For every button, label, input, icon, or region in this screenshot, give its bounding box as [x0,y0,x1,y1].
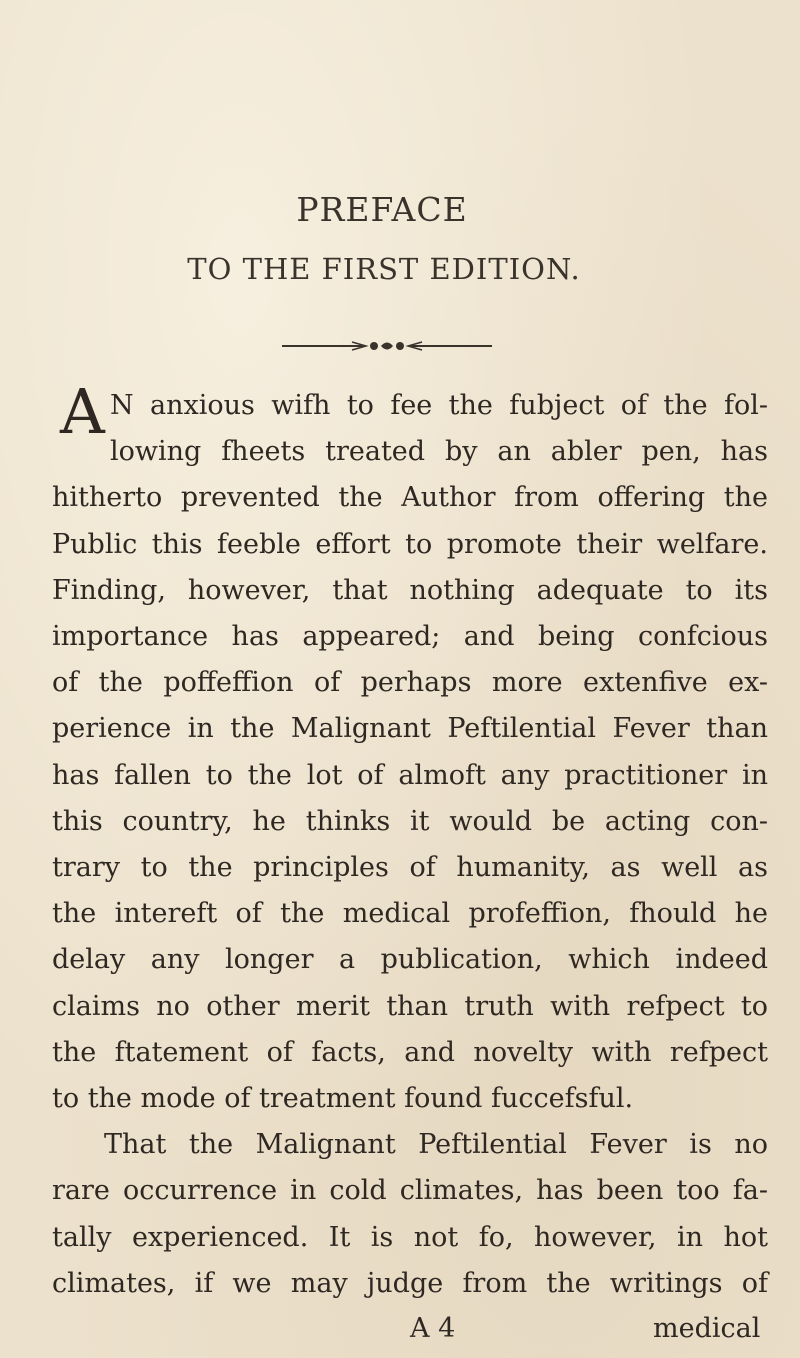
signature-mark: A 4 [410,1313,456,1344]
text-line: claims no other merit than truth with refpect to [52,990,768,1022]
text-line: N anxious wifh to fee the fubject of the fol- [110,390,768,421]
text-line: the ftatement of facts, and novelty with refpect [52,1036,768,1068]
text-line: importance has appeared; and being confcious [52,621,768,653]
text-line: tally experienced. It is not fo, however, in hot [52,1221,768,1253]
text-line: perience in the Malignant Peftilential Fever than [52,713,768,745]
text-line: climates, if we may judge from the writings of [52,1267,768,1299]
drop-cap: A [60,375,105,448]
text-line: Finding, however, that nothing adequate to its [52,574,768,606]
preface-title: PREFACE [296,190,468,229]
text-line: hitherto prevented the Author from offering the [52,482,768,514]
text-line: rare occurrence in cold climates, has been too fa- [52,1175,768,1207]
text-line: of the poffeffion of perhaps more extenfive ex- [52,667,768,699]
text-line: to the mode of treatment found fuccefsful. [52,1083,634,1115]
text-line: has fallen to the lot of almoft any practitioner in [52,759,768,791]
text-line: delay any longer a publication, which indeed [52,944,768,976]
text-line: this country, he thinks it would be acting con- [52,805,768,837]
ornament-divider [282,336,492,356]
body-text [52,375,768,1307]
text-line: That the Malignant Peftilential Fever is no [104,1129,768,1161]
catchword: medical [653,1313,761,1344]
text-line: Public this feeble effort to promote their welfare. [52,528,768,560]
text-line: trary to the principles of humanity, as well as [52,852,768,884]
text-line: the intereft of the medical profeffion, fhould he [52,898,768,930]
text-line: lowing fheets treated by an abler pen, has [110,436,768,468]
preface-subtitle: TO THE FIRST EDITION. [187,252,581,286]
